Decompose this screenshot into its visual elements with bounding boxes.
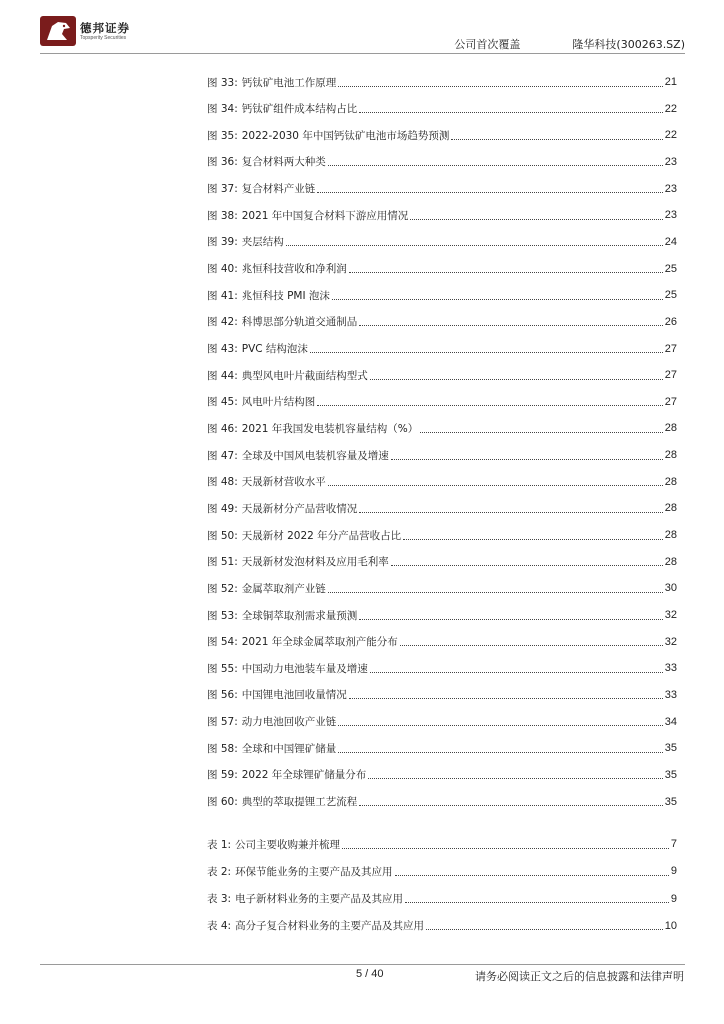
toc-entry-title: 典型的萃取提锂工艺流程: [241, 796, 358, 809]
toc-entry[interactable]: [207, 891, 677, 907]
toc-entry-label: 图 53:: [207, 609, 238, 622]
footer-divider: [40, 964, 685, 965]
toc-entry-page: 27: [664, 342, 677, 355]
toc-entry-title: 2022-2030 年中国钙钛矿电池市场趋势预测: [241, 129, 450, 142]
toc-entry[interactable]: [207, 660, 677, 676]
toc-entry-label: 图 59:: [207, 769, 238, 782]
toc-entry[interactable]: [207, 767, 677, 783]
leader-dots: [400, 645, 663, 646]
toc-entry-label: 图 33:: [207, 76, 238, 89]
leader-dots: [349, 698, 663, 699]
toc-entry-label: 图 36:: [207, 156, 238, 169]
company-ticker: 隆华科技(300263.SZ): [572, 38, 685, 51]
horse-logo-icon: [40, 16, 76, 46]
toc-entry[interactable]: [207, 794, 677, 810]
toc-entry-page: 25: [664, 262, 677, 275]
leader-dots: [328, 165, 663, 166]
toc-entry-page: 28: [664, 422, 677, 435]
toc-entry[interactable]: [207, 234, 677, 250]
disclaimer-text: 请务必阅读正文之后的信息披露和法律声明: [475, 970, 684, 983]
toc-entry[interactable]: [207, 181, 677, 197]
toc-entry-title: 中国动力电池装车量及增速: [241, 662, 368, 675]
toc-entry-label: 图 50:: [207, 529, 238, 542]
toc-entry[interactable]: [207, 154, 677, 170]
toc-entry-label: 图 58:: [207, 742, 238, 755]
report-type: 公司首次覆盖: [454, 38, 521, 51]
toc-entry-title: 复合材料产业链: [241, 183, 316, 196]
toc-entry-page: 35: [664, 742, 677, 755]
toc-entry-label: 表 4:: [207, 920, 232, 933]
toc-entry-page: 10: [664, 919, 677, 932]
toc-entry[interactable]: [207, 420, 677, 436]
toc-entry-title: 天晟新材发泡材料及应用毛利率: [241, 556, 389, 569]
toc-entry-title: 科博思部分轨道交通制品: [241, 316, 358, 329]
toc-entry[interactable]: [207, 341, 677, 357]
toc-entry-page: 7: [670, 838, 677, 850]
toc-entry[interactable]: [207, 714, 677, 730]
toc-entry-page: 28: [664, 529, 677, 542]
toc-entry-label: 图 40:: [207, 263, 238, 276]
toc-entry-title: 电子新材料业务的主要产品及其应用: [235, 893, 404, 906]
toc-entry[interactable]: [207, 607, 677, 623]
toc-entry[interactable]: [207, 527, 677, 543]
toc-entry-title: 2021 年全球金属萃取剂产能分布: [241, 636, 398, 649]
toc-entry[interactable]: [207, 207, 677, 223]
leader-dots: [426, 929, 663, 930]
toc-entry[interactable]: [207, 394, 677, 410]
toc-entry-label: 图 38:: [207, 209, 238, 222]
toc-entry-title: 典型风电叶片截面结构型式: [241, 369, 368, 382]
toc-entry-page: 25: [664, 289, 677, 302]
toc-entry-title: 动力电池回收产业链: [241, 716, 337, 729]
toc-entry-title: 兆恒科技 PMI 泡沫: [241, 289, 330, 302]
toc-entry-label: 图 57:: [207, 716, 238, 729]
leader-dots: [370, 379, 663, 380]
toc-entry-label: 图 47:: [207, 449, 238, 462]
page-header: [40, 16, 685, 52]
leader-dots: [370, 672, 663, 673]
leader-dots: [403, 539, 663, 540]
toc-entry-label: 图 49:: [207, 502, 238, 515]
toc-entry-page: 28: [664, 475, 677, 488]
toc-entry-label: 图 37:: [207, 183, 238, 196]
leader-dots: [405, 902, 669, 903]
toc-entry[interactable]: [207, 74, 677, 90]
toc-entry-title: 夹层结构: [241, 236, 284, 249]
toc-entry-page: 23: [664, 209, 677, 222]
toc-entry-title: 天晟新材营收水平: [241, 476, 326, 489]
toc-entry[interactable]: [207, 836, 677, 852]
leader-dots: [310, 352, 663, 353]
toc-entry[interactable]: [207, 740, 677, 756]
toc-entry-page: 33: [664, 662, 677, 675]
toc-entry-page: 21: [664, 76, 677, 88]
leader-dots: [342, 848, 669, 849]
leader-dots: [338, 725, 663, 726]
toc-entry-label: 图 39:: [207, 236, 238, 249]
toc-entry-label: 图 41:: [207, 289, 238, 302]
toc-entry[interactable]: [207, 863, 677, 879]
toc-entry[interactable]: [207, 634, 677, 650]
toc-entry-title: 公司主要收购兼并梳理: [235, 838, 341, 851]
toc-entry-title: 全球铜萃取剂需求量预测: [241, 609, 358, 622]
toc-entry-page: 9: [670, 865, 677, 878]
toc-entry[interactable]: [207, 918, 677, 934]
toc-entry-label: 图 44:: [207, 369, 238, 382]
toc-entry-label: 图 56:: [207, 689, 238, 702]
logo-en-text: Topsperity Securities: [80, 34, 127, 41]
toc-entry-page: 23: [664, 182, 677, 195]
toc-entry-title: 复合材料两大种类: [241, 156, 326, 169]
toc-entry-page: 30: [664, 582, 677, 595]
toc-entry-title: 风电叶片结构图: [241, 396, 316, 409]
toc-entry-title: 全球及中国风电装机容量及增速: [241, 449, 389, 462]
leader-dots: [359, 619, 663, 620]
toc-entry-page: 24: [664, 235, 677, 248]
toc-entry-title: 2022 年全球锂矿储量分布: [241, 769, 367, 782]
page-number: 5 / 40: [356, 968, 384, 980]
toc-entry-label: 表 1:: [207, 838, 232, 851]
leader-dots: [395, 875, 669, 876]
leader-dots: [338, 752, 663, 753]
toc-entry[interactable]: [207, 474, 677, 490]
toc-entry-title: 钙钛矿组件成本结构占比: [241, 103, 358, 116]
leader-dots: [391, 565, 663, 566]
toc-entry-page: 35: [664, 795, 677, 808]
toc-entry-label: 图 52:: [207, 582, 238, 595]
toc-entry[interactable]: [207, 500, 677, 516]
toc-entry-title: 全球和中国锂矿储量: [241, 742, 337, 755]
toc-entry-title: 高分子复合材料业务的主要产品及其应用: [235, 920, 425, 933]
toc-entry-page: 27: [664, 369, 677, 382]
toc-entry[interactable]: [207, 687, 677, 703]
toc-entry-page: 35: [664, 768, 677, 781]
toc-entry-title: 金属萃取剂产业链: [241, 582, 326, 595]
toc-entry-page: 22: [664, 129, 677, 142]
toc-entry-page: 28: [664, 449, 677, 462]
toc-entry-label: 图 60:: [207, 796, 238, 809]
toc-entry-page: 23: [664, 155, 677, 168]
company-logo: [40, 16, 130, 46]
logo-cn-text: 德邦证券: [80, 20, 130, 35]
toc-entry[interactable]: [207, 554, 677, 570]
toc-entry-label: 图 46:: [207, 422, 238, 435]
toc-entry-page: 9: [670, 892, 677, 905]
toc-entry-label: 图 43:: [207, 343, 238, 355]
leader-dots: [359, 805, 663, 806]
toc-entry-label: 图 48:: [207, 476, 238, 489]
leader-dots: [349, 272, 663, 273]
toc-entry-label: 图 45:: [207, 396, 238, 409]
toc-entry-title: 钙钛矿电池工作原理: [241, 76, 337, 89]
leader-dots: [359, 325, 663, 326]
toc-entry-title: 2021 年中国复合材料下游应用情况: [241, 209, 409, 222]
toc-entry-label: 图 42:: [207, 316, 238, 329]
toc-entry[interactable]: [207, 314, 677, 330]
toc-entry-label: 图 35:: [207, 129, 238, 142]
toc-entry-label: 表 2:: [207, 865, 232, 878]
toc-entry[interactable]: [207, 287, 677, 303]
toc-entry-title: 中国锂电池回收量情况: [241, 689, 347, 702]
toc-entry-title: 天晟新材分产品营收情况: [241, 502, 358, 515]
toc-entry[interactable]: [207, 261, 677, 277]
toc-entry[interactable]: [207, 447, 677, 463]
toc-entry-title: 环保节能业务的主要产品及其应用: [235, 865, 393, 878]
toc-entry-page: 28: [664, 502, 677, 515]
leader-dots: [317, 405, 663, 406]
toc-entry-page: 32: [664, 635, 677, 648]
toc-entry-page: 28: [664, 555, 677, 568]
toc-entry-title: 天晟新材 2022 年分产品营收占比: [241, 529, 402, 542]
header-divider: [40, 53, 685, 54]
toc-entry[interactable]: [207, 580, 677, 596]
leader-dots: [286, 245, 663, 246]
toc-entry-page: 32: [664, 609, 677, 621]
toc-entry-page: 26: [664, 315, 677, 328]
leader-dots: [359, 512, 663, 513]
leader-dots: [317, 192, 663, 193]
leader-dots: [368, 778, 662, 779]
toc-entry-label: 图 51:: [207, 556, 238, 569]
toc-entry[interactable]: [207, 127, 677, 143]
toc-entry-label: 图 54:: [207, 636, 238, 649]
toc-entry-label: 表 3:: [207, 893, 232, 906]
leader-dots: [328, 592, 663, 593]
leader-dots: [410, 219, 662, 220]
leader-dots: [328, 485, 663, 486]
toc-entry-page: 27: [664, 395, 677, 408]
toc-entry[interactable]: [207, 367, 677, 383]
toc-entry-label: 图 55:: [207, 662, 238, 675]
toc-entry-title: 兆恒科技营收和净利润: [241, 263, 347, 276]
leader-dots: [359, 112, 663, 113]
toc-entry-page: 33: [664, 688, 677, 701]
leader-dots: [420, 432, 662, 433]
toc-entry-page: 22: [664, 102, 677, 115]
leader-dots: [338, 86, 663, 87]
toc-entry-title: 2021 年我国发电装机容量结构（%）: [241, 422, 419, 435]
toc-entry-label: 图 34:: [207, 103, 238, 116]
toc-entry-title: PVC 结构泡沫: [241, 343, 308, 355]
toc-entry-page: 34: [664, 715, 677, 728]
toc-entry[interactable]: [207, 101, 677, 117]
leader-dots: [391, 459, 663, 460]
leader-dots: [332, 299, 663, 300]
leader-dots: [451, 139, 662, 140]
